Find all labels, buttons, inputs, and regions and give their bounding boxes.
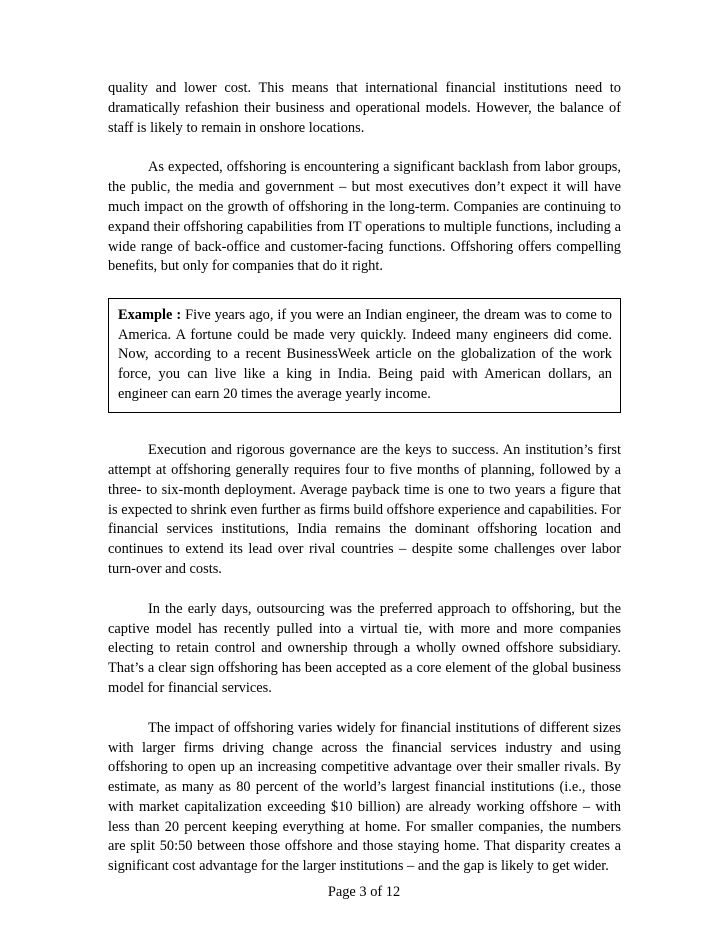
paragraph-impact-sizes: The impact of offshoring varies widely for financial institutions of different sizes with larger firms driving change across the financial services industry and using offshoring to open up an increasing competitive advantage over their smaller rivals. By estimate, as many as 80 percent of the world’s largest financial institutions (i.e., those with market capitalization exceeding $10 billion) are already working offshore – with less than 20 percent keeping everything at home. For smaller companies, the numbers are split 50:50 between those offshore and those staying home. That disparity creates a significant cost advantage for the larger institutions – and the gap is likely to get wider.	[108, 719, 621, 875]
document-page	[108, 79, 621, 877]
paragraph-backlash: As expected, offshoring is encountering a significant backlash from labor groups, the public, the media and government – but most executives don’t expect it will have much impact on the growth of offshoring in the long-term. Companies are continuing to expand their offshoring capabilities from IT operations to multiple functions, including a wide range of back-office and customer-facing functions. Offshoring offers compelling benefits, but only for companies that do it right.	[108, 159, 621, 275]
example-text: Five years ago, if you were an Indian engineer, the dream was to come to America. A fortune could be made very quickly. Indeed many engineers did come. Now, according to a recent BusinessWeek article on the globalization of the work force, you can live like a king in India. Being paid with American dollars, an engineer can earn 20 times the average yearly income.	[118, 307, 612, 402]
paragraph-quality-cost: quality and lower cost. This means that international financial institutions need to dramatically refashion their business and operational models. However, the balance of staff is likely to remain in onshore locations.	[108, 80, 621, 136]
paragraph-execution-governance: Execution and rigorous governance are the keys to success. An institution’s first attempt at offshoring generally requires four to five months of planning, followed by a three- to six-month deployment. Average payback time is one to two years a figure that is expected to shrink even further as firms build offshore experience and capabilities. For financial services institutions, India remains the dominant offshoring location and continues to extend its lead over rival countries – despite some challenges over labor turn-over and costs.	[108, 442, 621, 577]
paragraph-captive-model: In the early days, outsourcing was the preferred approach to offshoring, but the captive model has recently pulled into a virtual tie, with more and more companies electing to retain control and ownership through a wholly owned offshore subsidiary. That’s a clear sign offshoring has been accepted as a core element of the global business model for financial services.	[108, 600, 621, 696]
example-paragraph	[118, 306, 612, 404]
example-callout-box	[108, 298, 621, 413]
example-label: Example :	[118, 307, 182, 324]
page-number-footer: Page 3 of 12	[327, 884, 401, 900]
